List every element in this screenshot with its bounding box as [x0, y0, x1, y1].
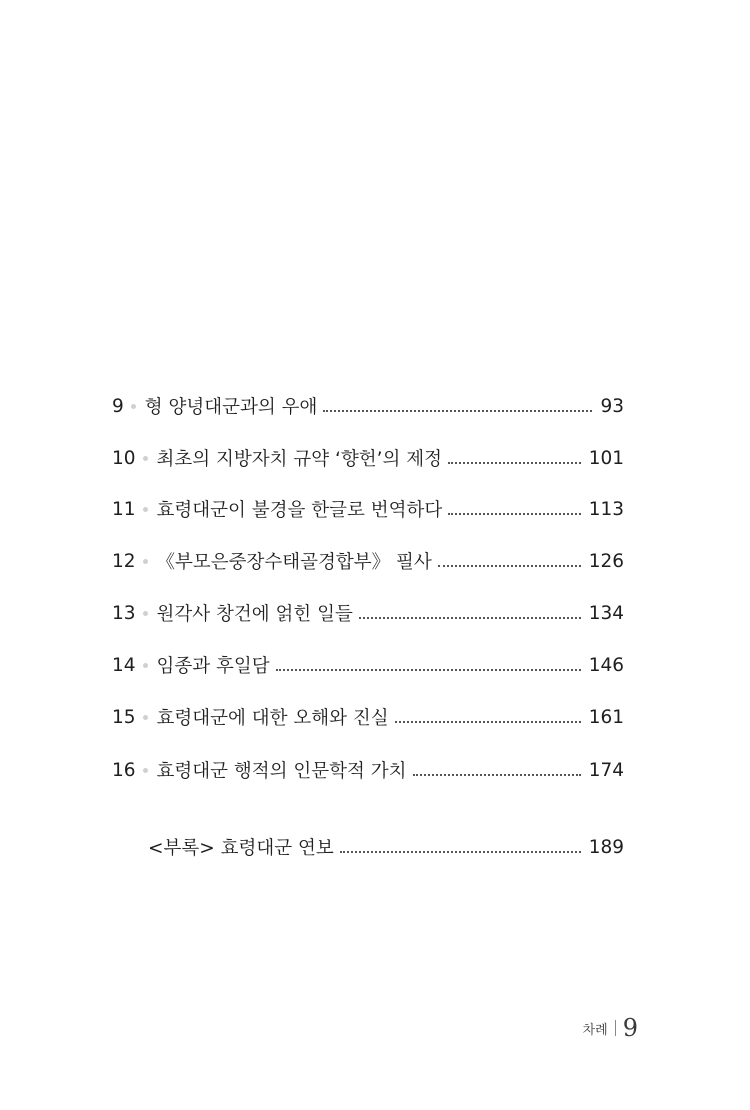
toc-entry-number: 12 — [112, 550, 136, 572]
dot-leader — [448, 513, 580, 515]
section-label: 차례 — [582, 1022, 608, 1038]
toc-entry[interactable] — [112, 443, 624, 473]
dot-leader — [438, 565, 581, 567]
toc-entry-page: 93 — [600, 395, 624, 417]
toc-entry-page: 146 — [588, 654, 624, 676]
toc-entry-page: 161 — [588, 706, 624, 728]
toc-entry-title: <부록> 효령대군 연보 — [148, 838, 334, 859]
toc-entry-title: 《부모은중장수태골경합부》 필사 — [156, 552, 432, 573]
toc-entry-number: 13 — [112, 602, 136, 624]
toc-entry-page: 126 — [588, 550, 624, 572]
toc-entry-page: 101 — [588, 447, 624, 469]
toc-entry-page: 134 — [588, 602, 624, 624]
dot-leader — [323, 410, 592, 412]
toc-entry[interactable] — [112, 755, 624, 785]
bullet-dot-icon — [143, 559, 148, 564]
toc-entry-number: 9 — [112, 395, 124, 417]
dot-leader — [340, 851, 581, 853]
toc-entry-title: 최초의 지방자치 규약 ‘향헌’의 제정 — [156, 449, 443, 470]
bullet-dot-icon — [143, 611, 148, 616]
toc-entry[interactable] — [112, 650, 624, 680]
toc-entry-page: 189 — [588, 836, 624, 858]
page-footer — [583, 1014, 638, 1042]
dot-leader — [359, 617, 581, 619]
bullet-dot-icon — [143, 715, 148, 720]
toc-entry[interactable] — [112, 598, 624, 628]
toc-entry-title: 효령대군에 대한 오해와 진실 — [156, 708, 389, 729]
bullet-dot-icon — [143, 456, 148, 461]
toc-entry-number: 14 — [112, 654, 136, 676]
dot-leader — [276, 669, 581, 671]
toc-entry[interactable] — [112, 494, 624, 524]
toc-entry-number: 16 — [112, 759, 136, 781]
footer-divider — [615, 1020, 616, 1036]
toc-entry-page: 174 — [588, 759, 624, 781]
toc-entry-number: 11 — [112, 498, 136, 520]
toc-entry-title: 형 양녕대군과의 우애 — [144, 397, 318, 418]
toc-entry[interactable] — [112, 702, 624, 732]
toc-entry-title: 효령대군 행적의 인문학적 가치 — [156, 761, 407, 782]
bullet-dot-icon — [143, 768, 148, 773]
dot-leader — [448, 462, 581, 464]
toc-appendix-entry[interactable] — [148, 832, 624, 862]
toc-entry-title: 임종과 후일담 — [156, 656, 270, 677]
toc-entry[interactable] — [112, 546, 624, 576]
toc-entry-page: 113 — [588, 498, 624, 520]
bullet-dot-icon — [143, 663, 148, 668]
page-number: 9 — [622, 1014, 638, 1042]
toc-entry-title: 효령대군이 불경을 한글로 번역하다 — [156, 500, 443, 521]
bullet-dot-icon — [131, 404, 136, 409]
toc-entry[interactable] — [112, 391, 624, 421]
toc-entry-number: 10 — [112, 447, 136, 469]
bullet-dot-icon — [143, 507, 148, 512]
toc-entry-title: 원각사 창건에 얽힌 일들 — [156, 604, 353, 625]
toc-entry-number: 15 — [112, 706, 136, 728]
dot-leader — [413, 774, 581, 776]
dot-leader — [395, 721, 581, 723]
